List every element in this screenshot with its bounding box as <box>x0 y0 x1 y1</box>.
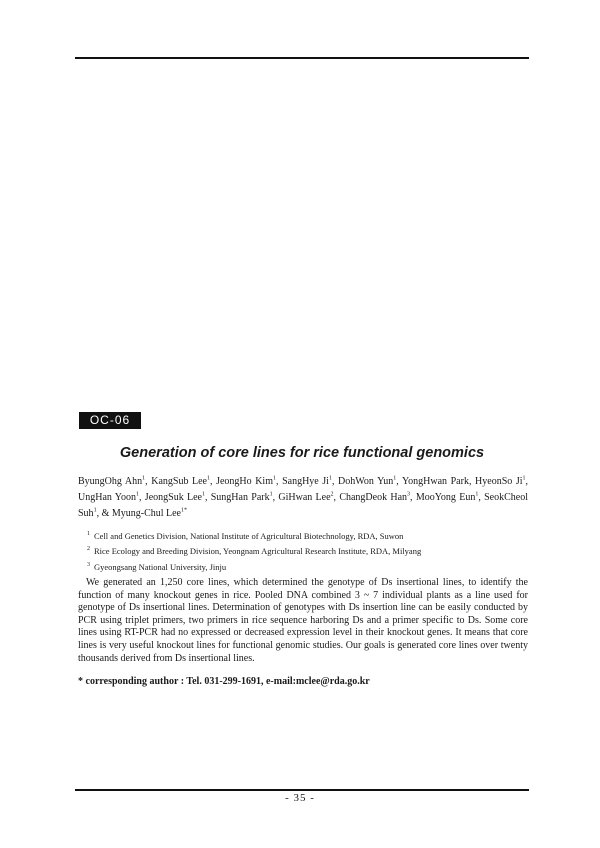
author-affiliation-mark: 1 <box>272 475 276 482</box>
affiliation-text: Cell and Genetics Division, National Institute of Agricultural Biotechnology, RDA, Suwon <box>94 530 404 541</box>
author-name: SungHan Park <box>210 492 270 503</box>
author-affiliation-mark: 1 <box>475 491 479 498</box>
affiliation-text: Rice Ecology and Breeding Division, Yeongnam Agricultural Research Institute, RDA, Milyang <box>94 546 422 557</box>
author-list: ByungOhg Ahn$^1$, KangSub Lee$^1$, JeongHo Kim$^1$, SangHye Ji$^1$, DohWon Yun$^1$, YongHwan Park, HyeonSo Ji$^1$, UngHan Yoon$^1$, JeongSuk Lee$^1$, SungHan Park$^1$, GiHwan Lee$^2$, ChangDeok Han$^3$, MooYong Eun$^1$, SeokCheol Suh$^1$, & Myung-Chul Lee$^{1*}$ <box>78 475 528 519</box>
affiliation-item <box>87 528 527 543</box>
author-affiliation-mark: 1 <box>136 491 140 498</box>
author-name: KangSub Lee <box>151 476 207 487</box>
author-affiliation-mark: 1 <box>393 475 397 482</box>
author-affiliation-mark: 1 <box>142 475 146 482</box>
author-name: ChangDeok Han <box>339 492 408 503</box>
author-name: MooYong Eun <box>415 492 476 503</box>
author-name: DohWon Yun <box>338 476 394 487</box>
author-name: UngHan Yoon <box>78 492 137 503</box>
affiliation-item <box>87 559 527 574</box>
affiliation-number: 1 <box>87 531 90 537</box>
affiliation-number: 3 <box>87 561 90 568</box>
page-number: - 35 - <box>285 792 315 804</box>
author-name: JeongHo Kim <box>216 476 273 487</box>
paper-title: Generation of core lines for rice functional genomics <box>119 445 485 461</box>
session-code-badge: OC-06 <box>79 412 141 429</box>
author-affiliation-mark: 1 <box>201 491 205 498</box>
author-affiliation-mark: 1 <box>522 475 526 482</box>
author-name: ByungOhg Ahn <box>78 476 143 487</box>
author-name: JeongSuk Lee <box>144 492 202 503</box>
author-name: HyeonSo Ji <box>475 476 523 487</box>
top-rule <box>75 57 529 59</box>
author-affiliation-mark: 1 <box>93 507 97 514</box>
author-affiliation-mark: 1 <box>269 491 273 498</box>
abstract-text: We generated an 1,250 core lines, which determined the genotype of Ds insertional lines, to identify the function of many knockout genes in rice. Pooled DNA combined 3 ~ 7 individual plants as a line used for genotype of Ds insertional lines. Determination of genotypes with Ds insertion line can be easily conducted by PCR using triplet primers, two primers in rice sequence harboring Ds and a primer specific to Ds. Some core lines using RT-PCR had no expressed or decreased expression level in their knockout genes. It means that core lines is very useful knockout lines for functional genomic studies. Our goals is generated core lines over twenty thousands derived from Ds insertional lines. <box>78 577 528 664</box>
author-name: YongHwan Park <box>401 476 469 487</box>
author-affiliation-mark: 2 <box>330 491 334 498</box>
affiliation-item <box>87 543 527 558</box>
author-affiliation-mark: 1 <box>207 475 210 482</box>
author-name: SeokCheol Suh <box>78 492 528 519</box>
affiliation-number: 2 <box>87 546 90 553</box>
author-affiliation-mark: 3 <box>407 491 411 498</box>
author-affiliation-mark: 1 <box>328 475 332 482</box>
author-affiliation-mark: 1* <box>181 507 187 514</box>
author-name: Myung-Chul Lee <box>111 508 181 519</box>
affiliation-list <box>87 528 527 574</box>
author-name: SangHye Ji <box>282 476 329 487</box>
bottom-rule <box>75 789 529 791</box>
affiliation-text: Gyeongsang National University, Jinju <box>94 561 227 572</box>
author-name: GiHwan Lee <box>278 492 331 503</box>
corresponding-author: * corresponding author : Tel. 031-299-1691, e-mail:mclee@rda.go.kr <box>78 676 370 687</box>
